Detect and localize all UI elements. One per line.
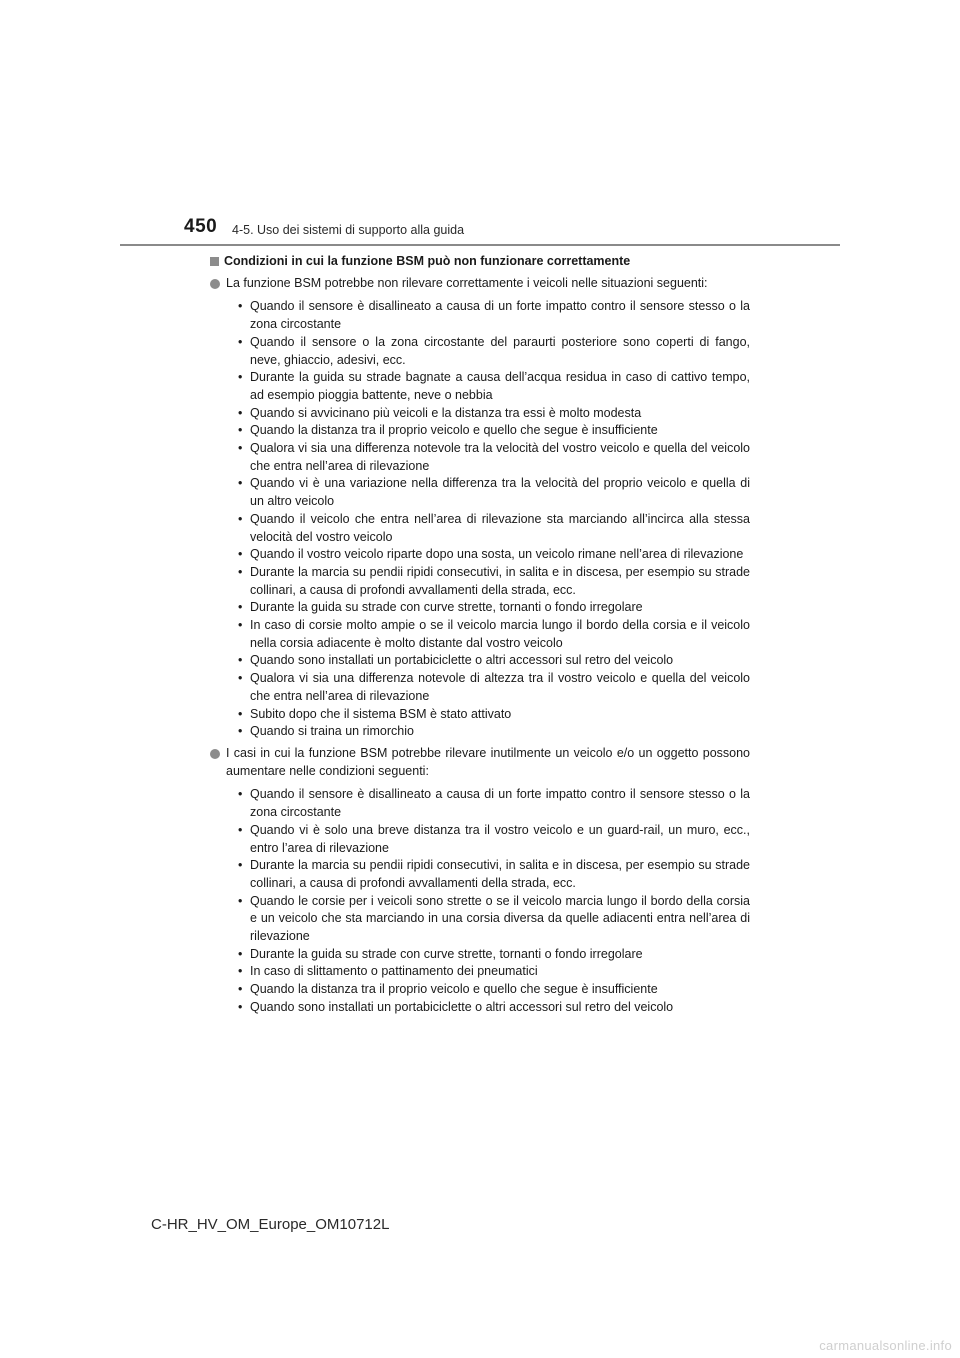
bullet-dot: •	[238, 724, 243, 739]
bullet-dot: •	[238, 370, 243, 385]
bullet-dot: •	[238, 946, 243, 961]
list-item	[238, 422, 750, 440]
section-heading	[210, 253, 750, 271]
circle-bullet-icon	[210, 279, 220, 289]
list-item-text: Quando sono installati un portabiciclette o altri accessori sul retro del veicolo	[250, 999, 674, 1014]
list-item	[238, 440, 750, 475]
bullet-dot: •	[238, 564, 243, 579]
square-bullet-icon	[210, 257, 219, 266]
bullet-dot: •	[238, 999, 243, 1014]
bullet-dot: •	[238, 511, 243, 526]
bullet-dot: •	[238, 706, 243, 721]
list-item-text: Quando il veicolo che entra nell’area di rilevazione sta marciando all’incirca alla stessa velocità del vostro veicolo	[250, 511, 750, 544]
list-item	[238, 946, 750, 964]
paragraph-1-text: La funzione BSM potrebbe non rilevare correttamente i veicoli nelle situazioni seguenti:	[226, 275, 708, 290]
list-item	[238, 369, 750, 404]
paragraph-2-text: I casi in cui la funzione BSM potrebbe rilevare inutilmente un veicolo e/o un oggetto possono aumentare nelle condizioni seguenti:	[226, 745, 750, 778]
list-item-text: Quando il sensore o la zona circostante del paraurti posteriore sono coperti di fango, neve, ghiaccio, adesivi, ecc.	[250, 334, 750, 367]
list-item-text: Quando vi è una variazione nella differenza tra la velocità del proprio veicolo e quella di un altro veicolo	[250, 476, 750, 509]
bullet-dot: •	[238, 964, 243, 979]
list-item	[238, 786, 750, 821]
bullet-dot: •	[238, 858, 243, 873]
list-item-text: Quando la distanza tra il proprio veicolo e quello che segue è insufficiente	[250, 423, 658, 438]
bullet-dot: •	[238, 299, 243, 314]
list-item	[238, 999, 750, 1017]
list-item-text: Durante la marcia su pendii ripidi consecutivi, in salita e in discesa, per esempio su strade collinari, a causa di profondi avvallamenti della strada, ecc.	[250, 858, 750, 890]
list-item	[238, 475, 750, 510]
list-item-text: Quando il vostro veicolo riparte dopo una sosta, un veicolo rimane nell’area di rilevazione	[250, 547, 744, 562]
list-item-text: Durante la marcia su pendii ripidi consecutivi, in salita e in discesa, per esempio su strade collinari, a causa di profondi avvallamenti della strada, ecc.	[250, 564, 750, 597]
list-item	[238, 893, 750, 946]
list-item	[238, 405, 750, 423]
bullet-dot: •	[238, 441, 243, 456]
section-heading-text: Condizioni in cui la funzione BSM può non funzionare correttamente	[224, 254, 631, 268]
document-code: C-HR_HV_OM_Europe_OM10712L	[151, 1216, 390, 1233]
list-item-text: Qualora vi sia una differenza notevole tra la velocità del vostro veicolo e quella del veicolo che entra nell’area di rilevazione	[250, 441, 750, 473]
list-item-text: Durante la guida su strade bagnate a causa dell’acqua residua in caso di cattivo tempo, ad esempio pioggia battente, neve o nebbia	[250, 370, 750, 402]
header-divider	[120, 244, 840, 246]
bullet-dot: •	[238, 547, 243, 562]
bullet-dot: •	[238, 822, 243, 837]
list-item	[238, 511, 750, 546]
paragraph-2	[210, 745, 750, 780]
list-item-text: Quando le corsie per i veicoli sono strette o se il veicolo marcia lungo il bordo della corsia e un veicolo che sta marciando in una corsia diversa da quelle adiacenti entra nell’area di rilevazione	[250, 893, 750, 944]
list-item-text: Quando il sensore è disallineato a causa di un forte impatto contro il sensore stesso o la zona circostante	[250, 299, 750, 332]
list-item	[238, 822, 750, 857]
list-item-text: Durante la guida su strade con curve strette, tornanti o fondo irregolare	[250, 946, 643, 961]
list-item-text: Quando vi è solo una breve distanza tra il vostro veicolo e un guard-rail, un muro, ecc., entro l’area di rilevazione	[250, 822, 750, 855]
bullet-dot: •	[238, 405, 243, 420]
bullet-dot: •	[238, 653, 243, 668]
list-item	[238, 652, 750, 670]
list-item	[238, 981, 750, 999]
list-item-text: Quando il sensore è disallineato a causa di un forte impatto contro il sensore stesso o la zona circostante	[250, 787, 750, 820]
watermark: carmanualsonline.info	[819, 1338, 952, 1353]
list-item-text: In caso di corsie molto ampie o se il veicolo marcia lungo il bordo della corsia e il veicolo nella corsia adiacente è molto distante dal vostro veicolo	[250, 618, 750, 650]
bullet-dot: •	[238, 476, 243, 491]
list-item	[238, 963, 750, 981]
list-item-text: Qualora vi sia una differenza notevole di altezza tra il vostro veicolo e quella del veicolo che entra nell’area di rilevazione	[250, 671, 750, 703]
list-item	[238, 857, 750, 892]
bullet-dot: •	[238, 334, 243, 349]
list-item	[238, 599, 750, 617]
condition-list-2	[210, 786, 750, 1016]
list-item	[238, 670, 750, 705]
list-item	[238, 546, 750, 564]
bullet-dot: •	[238, 787, 243, 802]
bullet-dot: •	[238, 893, 243, 908]
list-item	[238, 334, 750, 369]
list-item-text: Subito dopo che il sistema BSM è stato attivato	[250, 706, 512, 721]
condition-list-1	[210, 298, 750, 741]
list-item	[238, 723, 750, 741]
bullet-dot: •	[238, 618, 243, 633]
list-item	[238, 298, 750, 333]
circle-bullet-icon	[210, 749, 220, 759]
list-item-text: Quando sono installati un portabiciclette o altri accessori sul retro del veicolo	[250, 653, 674, 668]
list-item-text: Durante la guida su strade con curve strette, tornanti o fondo irregolare	[250, 600, 643, 615]
section-title: 4-5. Uso dei sistemi di supporto alla guida	[232, 223, 465, 237]
list-item-text: In caso di slittamento o pattinamento dei pneumatici	[250, 964, 538, 979]
bullet-dot: •	[238, 671, 243, 686]
list-item-text: Quando si avvicinano più veicoli e la distanza tra essi è molto modesta	[250, 405, 642, 420]
bullet-dot: •	[238, 600, 243, 615]
bullet-dot: •	[238, 423, 243, 438]
list-item	[238, 706, 750, 724]
list-item-text: Quando si traina un rimorchio	[250, 724, 414, 739]
list-item	[238, 617, 750, 652]
paragraph-1	[210, 275, 750, 293]
list-item	[238, 564, 750, 599]
page-content	[210, 253, 750, 1021]
page-number: 450	[184, 216, 218, 237]
list-item-text: Quando la distanza tra il proprio veicolo e quello che segue è insufficiente	[250, 982, 658, 997]
bullet-dot: •	[238, 982, 243, 997]
